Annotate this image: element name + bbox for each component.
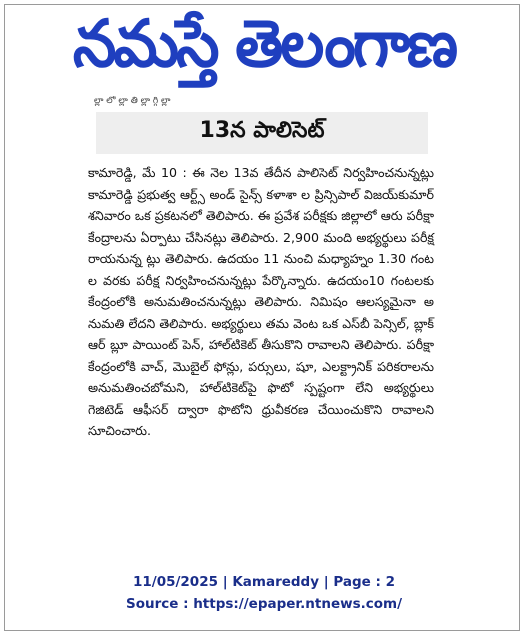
- clipped-text-fragment: ల్లా లో ల్లా తి ల్లా గ్గి ల్లా: [94, 96, 171, 106]
- newspaper-masthead: నమస్తే తెలంగాణ: [72, 5, 456, 82]
- article-body: కామారెడ్డి, మే 10 : ఈ నెల 13వ తేదీన పాలిసెట్ నిర్వహించనున్నట్లు కామారెడ్డి ప్రభుత్వ ఆర్ట్స్ అండ్ సైన్స్ కళాశా ల ప్రిన్సిపాల్ విజయ్‌కుమార్ శనివారం ఒక ప్రకటనలో తెలిపారు. ఈ ప్రవేశ పరీక్షకు జిల్లాలో ఆరు పరీక్షా కేంద్రాలను ఏర్పాటు చేసినట్లు తెలిపారు. 2,900 మంది అభ్యర్థులు పరీక్ష రాయనున్న ట్లు తెలిపారు. ఉదయం 11 నుంచి మధ్యాహ్నం 1.30 గంటల వరకు పరీక్ష నిర్వహించనున్నట్లు పేర్కొన్నారు. ఉదయం10 గంటలకు కేంద్రంలోకి అనుమతించనున్నట్లు తెలిపారు. నిమిషం ఆలస్యమైనా అనుమతి లేదని తెలిపారు. అభ్యర్థులు తమ వెంట ఒక ఎస్‌బీ పెన్సిల్, బ్లాక్ ఆర్ బ్లూ పాయింట్ పెన్, హాల్‌టికెట్ తీసుకొని రావాలని తెలిపారు. పరీక్షా కేంద్రంలోకి వాచ్, మొబైల్ ఫోన్లు, పర్సులు, షూ, ఎలక్ట్రానిక్ పరికరాలను అనుమతించబోమని, హాల్‌టికెట్‌పై ఫొటో స్పష్టంగా లేని అభ్యర్థులు గెజిటెడ్ ఆఫీసర్ ద్వారా ఫొటోని ధ్రువీకరణ చేయించుకొని రావాలని సూచించారు.: [88, 165, 434, 438]
- article-headline: 13న పాలిసెట్: [199, 118, 325, 143]
- news-clipping: [88, 112, 434, 567]
- footer-source-line: Source : https://epaper.ntnews.com/: [125, 596, 403, 612]
- footer-date-line: 11/05/2025 | Kamareddy | Page : 2: [132, 574, 395, 590]
- headline-bar: [96, 112, 428, 154]
